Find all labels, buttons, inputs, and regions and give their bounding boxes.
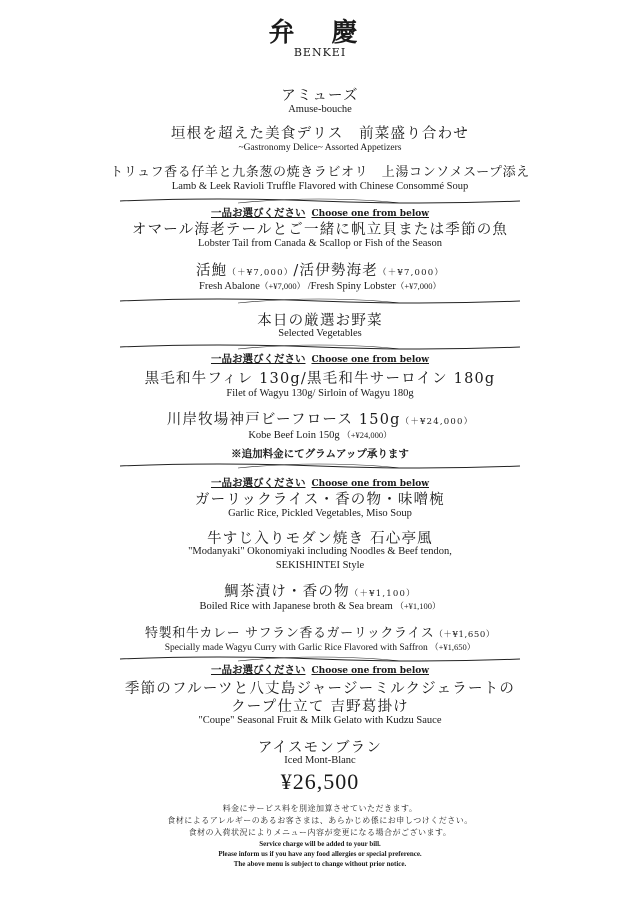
kobe-line-jp [0,408,640,429]
ravioli-jp: トリュフ香る仔羊と九条葱の焼きラビオリ 上湯コンソメスープ添え [110,165,530,180]
divider-flourish [118,294,522,308]
note-menu-change-jp: 食材の入荷状況によりメニュー内容が変更になる場合がございます。 [188,828,452,837]
montblanc-en: Iced Mont-Blanc [284,755,356,766]
choose-one-en: Choose one from below [311,355,429,365]
amuse-jp: アミューズ [281,88,359,104]
taicha-price-en: （+¥1,100） [395,601,441,611]
note-allergy-jp: 食材によるアレルギーのあるお客さまは、あらかじめ係にお申しつけください。 [167,816,473,825]
choose-one-en: Choose one from below [311,666,429,676]
garlic-rice-en: Garlic Rice, Pickled Vegetables, Miso Soup [228,508,412,519]
abalone-line-jp [0,259,640,280]
modanyaki-jp: 牛すじ入りモダン焼き 石心亭風 [207,531,433,547]
taicha-jp: 鯛茶漬け・香の物 [224,584,350,600]
kobe-jp: 川岸牧場神戸ビーフロース 150g [166,412,401,428]
fruit-en: "Coupe" Seasonal Fruit & Milk Gelato with Kudzu Sauce [198,715,442,726]
note-allergy-en: Please inform us if you have any food allergies or special preference. [218,850,422,858]
appetizer-jp: 垣根を超えた美食デリス 前菜盛り合わせ [170,126,469,142]
montblanc-jp: アイスモンブラン [257,740,383,756]
garlic-rice-jp: ガーリックライス・香の物・味噌椀 [194,492,446,508]
fruit-jp-1: 季節のフルーツと八丈島ジャージーミルクジェラートの [124,681,516,697]
appetizer-en: ~Gastronomy Delice~ Assorted Appetizers [238,143,402,153]
choose-one-en: Choose one from below [311,209,429,219]
kobe-price-jp: （＋¥24,000） [400,417,474,427]
curry-jp: 特製和牛カレー サフラン香るガーリックライス [145,626,435,641]
modanyaki-en-1: "Modanyaki" Okonomiyaki including Noodles & Beef tendon, [188,546,452,557]
note-service-charge-jp: 料金にサービス料を別途加算させていただきます。 [222,804,418,813]
note-service-charge-en: Service charge will be added to your bill. [259,840,381,848]
modanyaki-en-2: SEKISHINTEI Style [275,560,365,571]
choose-one-jp: 一品お選びください [210,664,306,676]
taicha-line-en [0,600,640,612]
restaurant-name-jp: 弁 慶 [268,18,372,48]
lobster-jp: オマール海老テールとご一緒に帆立貝または季節の魚 [131,222,509,238]
divider-flourish [118,459,522,473]
taicha-en: Boiled Rice with Japanese broth & Sea bream [199,601,393,612]
choose-one-jp: 一品お選びください [210,477,306,489]
choose-one-jp: 一品お選びください [210,353,306,365]
upgrade-note: ※追加料金にてグラムアップ承ります [231,448,409,460]
choose-one-en: Choose one from below [311,479,429,489]
course-price: ¥26,500 [280,769,360,794]
curry-price-jp: （＋¥1,650） [434,630,495,640]
abalone-price-jp: （＋¥7,000） [227,268,294,278]
taicha-price-jp: （＋¥1,100） [349,589,416,599]
spiny-lobster-price-jp: （＋¥7,000） [378,268,445,278]
curry-price-en: （+¥1,650） [430,642,476,652]
wagyu-en: Filet of Wagyu 130g/ Sirloin of Wagyu 180g [226,388,414,399]
abalone-price-en: （+¥7,000） [259,281,306,291]
kobe-price-en: （+¥24,000） [342,430,392,440]
taicha-line-jp [0,580,640,601]
choose-one-4 [0,662,640,677]
fruit-jp-2: クープ仕立て 吉野葛掛け [231,699,409,715]
abalone-en: Fresh Abalone [198,281,260,292]
spiny-lobster-en: /Fresh Spiny Lobster [307,281,396,292]
curry-en: Specially made Wagyu Curry with Garlic Rice Flavored with Saffron [164,643,428,653]
kobe-line-en [0,429,640,441]
curry-line-jp [0,622,640,641]
choose-one-jp: 一品お選びください [210,207,306,219]
restaurant-name-en: BENKEI [293,46,347,59]
lobster-en: Lobster Tail from Canada & Scallop or Fish of the Season [197,238,443,249]
ravioli-en: Lamb & Leek Ravioli Truffle Flavored with Chinese Consommé Soup [171,181,469,192]
kobe-en: Kobe Beef Loin 150g [248,430,340,441]
wagyu-jp: 黒毛和牛フィレ 130g/黒毛和牛サーロイン 180g [144,371,496,387]
abalone-jp: 活鮑 [195,263,228,279]
vegetables-jp: 本日の厳選お野菜 [257,313,383,329]
vegetables-en: Selected Vegetables [278,328,362,339]
note-menu-change-en: The above menu is subject to change without prior notice. [233,860,407,868]
spiny-lobster-price-en: （+¥7,000） [395,281,441,291]
choose-one-2 [0,351,640,366]
spiny-lobster-jp: /活伊勢海老 [293,263,378,279]
amuse-en: Amuse-bouche [288,104,352,115]
abalone-line-en [0,280,640,292]
